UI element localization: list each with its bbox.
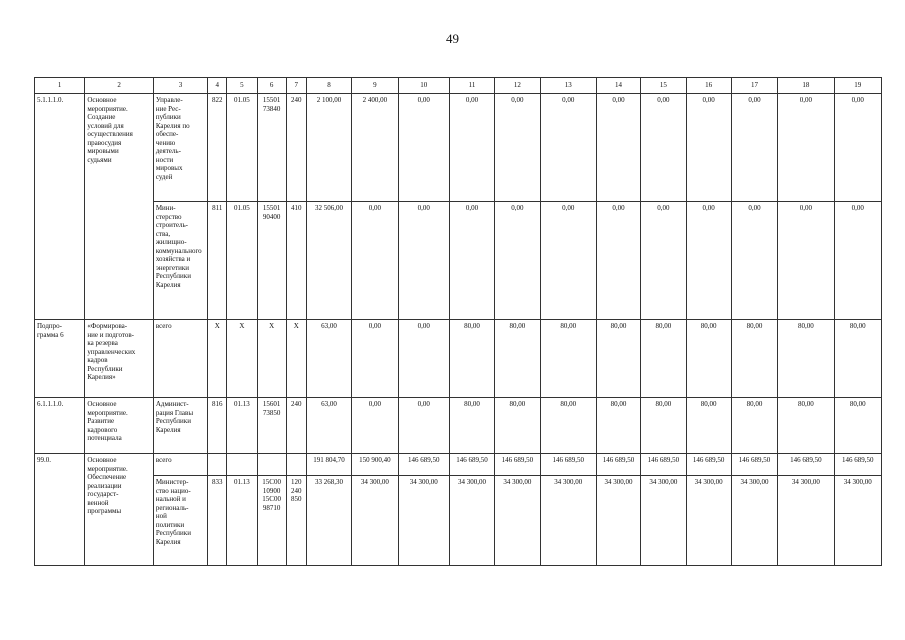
amount-cell: 80,00: [449, 320, 494, 398]
amount-cell: 0,00: [352, 320, 398, 398]
grbs-code-cell: 822: [208, 94, 227, 202]
amount-cell: 80,00: [449, 398, 494, 454]
expense-type-cell: 120 240 850: [286, 476, 306, 566]
amount-cell: 0,00: [686, 94, 731, 202]
amount-cell: 33 268,30: [306, 476, 351, 566]
column-number: 16: [686, 78, 731, 94]
column-number: 11: [449, 78, 494, 94]
column-number: 12: [495, 78, 540, 94]
expense-type-cell: [286, 454, 306, 476]
amount-cell: 0,00: [596, 94, 640, 202]
table-row: [35, 320, 882, 398]
target-article-cell: 15501 73840: [257, 94, 286, 202]
table-row: [35, 476, 882, 566]
amount-cell: 146 689,50: [596, 454, 640, 476]
row-code: 5.1.1.1.0.: [35, 94, 85, 320]
amount-cell: 80,00: [778, 398, 834, 454]
amount-cell: 34 300,00: [540, 476, 596, 566]
amount-cell: 0,00: [778, 94, 834, 202]
target-article-cell: 15С00 10900 15С00 98710: [257, 476, 286, 566]
expense-type-cell: X: [286, 320, 306, 398]
amount-cell: 150 900,40: [352, 454, 398, 476]
amount-cell: 80,00: [686, 398, 731, 454]
amount-cell: 0,00: [352, 202, 398, 320]
column-number: 19: [834, 78, 881, 94]
column-number: 15: [641, 78, 686, 94]
column-number: 14: [596, 78, 640, 94]
amount-cell: 0,00: [495, 202, 540, 320]
table-row: [35, 398, 882, 454]
amount-cell: 80,00: [686, 320, 731, 398]
executor-cell: всего: [153, 320, 207, 398]
amount-cell: 146 689,50: [449, 454, 494, 476]
expense-type-cell: 240: [286, 94, 306, 202]
amount-cell: 0,00: [540, 94, 596, 202]
section-code-cell: 01.05: [227, 202, 257, 320]
grbs-code-cell: 833: [208, 476, 227, 566]
amount-cell: 34 300,00: [449, 476, 494, 566]
section-code-cell: [227, 454, 257, 476]
amount-cell: 0,00: [641, 94, 686, 202]
amount-cell: 63,00: [306, 398, 351, 454]
amount-cell: 2 100,00: [306, 94, 351, 202]
amount-cell: 34 300,00: [398, 476, 449, 566]
amount-cell: 0,00: [834, 202, 881, 320]
column-number: 5: [227, 78, 257, 94]
row-code: 99.0.: [35, 454, 85, 566]
amount-cell: 34 300,00: [778, 476, 834, 566]
section-code-cell: X: [227, 320, 257, 398]
amount-cell: 0,00: [352, 398, 398, 454]
amount-cell: 146 689,50: [778, 454, 834, 476]
amount-cell: 34 300,00: [495, 476, 540, 566]
amount-cell: 80,00: [731, 398, 777, 454]
amount-cell: 146 689,50: [641, 454, 686, 476]
column-number-row: [35, 78, 882, 94]
amount-cell: 80,00: [731, 320, 777, 398]
amount-cell: 34 300,00: [641, 476, 686, 566]
column-number: 13: [540, 78, 596, 94]
section-code-cell: 01.05: [227, 94, 257, 202]
target-article-cell: X: [257, 320, 286, 398]
amount-cell: 80,00: [495, 320, 540, 398]
amount-cell: 0,00: [398, 398, 449, 454]
amount-cell: 0,00: [834, 94, 881, 202]
executor-cell: Мини- стерство строитель- ства, жилищно- коммунального хозяйства и энергетики Республики Карелия: [153, 202, 207, 320]
column-number: 7: [286, 78, 306, 94]
grbs-code-cell: 811: [208, 202, 227, 320]
amount-cell: 34 300,00: [731, 476, 777, 566]
column-number: 6: [257, 78, 286, 94]
amount-cell: 0,00: [596, 202, 640, 320]
row-code: 6.1.1.1.0.: [35, 398, 85, 454]
amount-cell: 80,00: [834, 398, 881, 454]
amount-cell: 146 689,50: [540, 454, 596, 476]
row-name: Основное мероприятие. Обеспечение реализации государст- венной программы: [85, 454, 153, 566]
grbs-code-cell: X: [208, 320, 227, 398]
table-row: [35, 94, 882, 202]
grbs-code-cell: [208, 454, 227, 476]
target-article-cell: 15601 73850: [257, 398, 286, 454]
amount-cell: 191 804,70: [306, 454, 351, 476]
column-number: 1: [35, 78, 85, 94]
table-row: [35, 202, 882, 320]
amount-cell: 34 300,00: [686, 476, 731, 566]
executor-cell: Управле- ние Рес- публики Карелия по обеспе- чению деятель- ности мировых судей: [153, 94, 207, 202]
expense-type-cell: 240: [286, 398, 306, 454]
executor-cell: всего: [153, 454, 207, 476]
amount-cell: 0,00: [778, 202, 834, 320]
amount-cell: 146 689,50: [398, 454, 449, 476]
amount-cell: 34 300,00: [834, 476, 881, 566]
amount-cell: 34 300,00: [596, 476, 640, 566]
amount-cell: 0,00: [731, 94, 777, 202]
amount-cell: 0,00: [398, 320, 449, 398]
amount-cell: 0,00: [398, 94, 449, 202]
page-number: 49: [446, 31, 459, 46]
amount-cell: 32 506,00: [306, 202, 351, 320]
target-article-cell: 15501 90400: [257, 202, 286, 320]
row-name: Основное мероприятие. Развитие кадрового потенциала: [85, 398, 153, 454]
amount-cell: 80,00: [540, 398, 596, 454]
amount-cell: 34 300,00: [352, 476, 398, 566]
column-number: 3: [153, 78, 207, 94]
amount-cell: 80,00: [596, 320, 640, 398]
column-number: 18: [778, 78, 834, 94]
row-code: Подпро- грамма 6: [35, 320, 85, 398]
column-number: 2: [85, 78, 153, 94]
amount-cell: 0,00: [731, 202, 777, 320]
amount-cell: 80,00: [596, 398, 640, 454]
amount-cell: 0,00: [449, 94, 494, 202]
amount-cell: 0,00: [686, 202, 731, 320]
amount-cell: 80,00: [778, 320, 834, 398]
column-number: 8: [306, 78, 351, 94]
amount-cell: 0,00: [449, 202, 494, 320]
amount-cell: 146 689,50: [834, 454, 881, 476]
amount-cell: 0,00: [495, 94, 540, 202]
amount-cell: 146 689,50: [686, 454, 731, 476]
section-code-cell: 01.13: [227, 398, 257, 454]
amount-cell: 80,00: [495, 398, 540, 454]
executor-cell: Админист- рация Главы Республики Карелия: [153, 398, 207, 454]
column-number: 10: [398, 78, 449, 94]
target-article-cell: [257, 454, 286, 476]
amount-cell: 80,00: [641, 398, 686, 454]
amount-cell: 63,00: [306, 320, 351, 398]
amount-cell: 0,00: [641, 202, 686, 320]
amount-cell: 80,00: [834, 320, 881, 398]
amount-cell: 0,00: [540, 202, 596, 320]
table-row: [35, 454, 882, 476]
row-name: Основное мероприятие. Создание условий для осуществления правосудия мировыми судьями: [85, 94, 153, 320]
grbs-code-cell: 816: [208, 398, 227, 454]
column-number: 9: [352, 78, 398, 94]
expense-type-cell: 410: [286, 202, 306, 320]
amount-cell: 146 689,50: [495, 454, 540, 476]
amount-cell: 0,00: [398, 202, 449, 320]
column-number: 17: [731, 78, 777, 94]
amount-cell: 80,00: [540, 320, 596, 398]
section-code-cell: 01.13: [227, 476, 257, 566]
amount-cell: 146 689,50: [731, 454, 777, 476]
amount-cell: 80,00: [641, 320, 686, 398]
column-number: 4: [208, 78, 227, 94]
amount-cell: 2 400,00: [352, 94, 398, 202]
row-name: «Формирова- ние и подготов- ка резерва управленческих кадров Республики Карелия»: [85, 320, 153, 398]
executor-cell: Министер- ство нацио- нальной и региональ- ной политики Республики Карелия: [153, 476, 207, 566]
budget-table: [34, 77, 882, 566]
